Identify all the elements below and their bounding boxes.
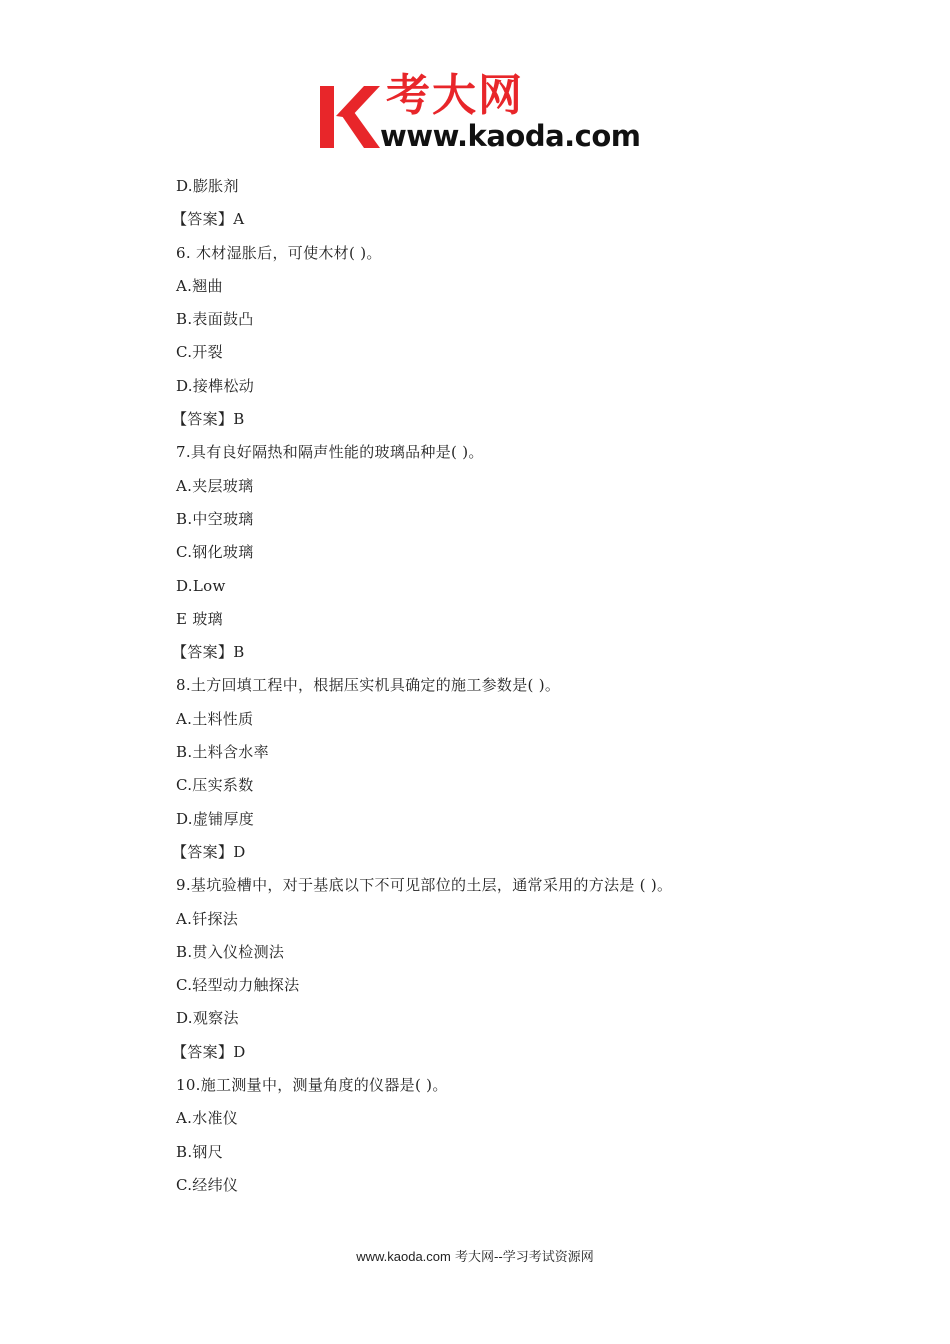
page-footer [0, 1246, 950, 1265]
option-line: C.经纬仪 [176, 1175, 239, 1194]
document-body [172, 172, 876, 1204]
answer-line: 【答案】A [172, 210, 245, 229]
option-line: A.翘曲 [176, 276, 223, 295]
option-line: C.压实系数 [176, 776, 254, 795]
option-line: B.钢尺 [176, 1142, 223, 1161]
question-line: 9.基坑验槽中，对于基底以下不可见部位的土层，通常采用的方法是 ( )。 [176, 876, 673, 895]
question-line: 6. 木材湿胀后，可使木材( )。 [176, 243, 382, 262]
option-line: A.夹层玻璃 [176, 476, 254, 495]
question-line: 8.土方回填工程中，根据压实机具确定的施工参数是( )。 [176, 676, 561, 695]
option-line: B.土料含水率 [176, 743, 269, 762]
logo-k-icon [318, 82, 380, 150]
site-logo [318, 70, 641, 160]
option-line: B.中空玻璃 [176, 509, 254, 528]
option-line: D.观察法 [176, 1009, 239, 1028]
option-line: A.水准仪 [176, 1109, 239, 1128]
answer-line: 【答案】B [172, 410, 245, 429]
option-line: D.接榫松动 [176, 376, 255, 395]
footer-text: 考大网--学习考试资源网 [450, 1250, 594, 1265]
option-line: C.轻型动力触探法 [176, 976, 300, 995]
option-line: C.钢化玻璃 [176, 543, 254, 562]
option-line: A.土料性质 [176, 709, 254, 728]
option-line: A.钎探法 [176, 909, 239, 928]
footer-url: www.kaoda.com [356, 1249, 451, 1264]
answer-line: 【答案】D [172, 842, 246, 861]
option-line: E 玻璃 [176, 609, 223, 628]
question-line: 10.施工测量中，测量角度的仪器是( )。 [176, 1076, 448, 1095]
option-line: B.表面鼓凸 [176, 310, 254, 329]
option-line: D.膨胀剂 [176, 177, 239, 195]
answer-line: 【答案】D [172, 1042, 246, 1061]
question-line: 7.具有良好隔热和隔声性能的玻璃品种是( )。 [176, 443, 484, 462]
logo-brand-text: 考大网 [386, 70, 524, 121]
logo-url-text: www.kaoda.com [380, 119, 641, 153]
option-line: D.Low [176, 576, 226, 595]
option-line: D.虚铺厚度 [176, 809, 255, 828]
answer-line: 【答案】B [172, 643, 245, 662]
option-line: C.开裂 [176, 343, 223, 362]
option-line: B.贯入仪检测法 [176, 942, 285, 961]
